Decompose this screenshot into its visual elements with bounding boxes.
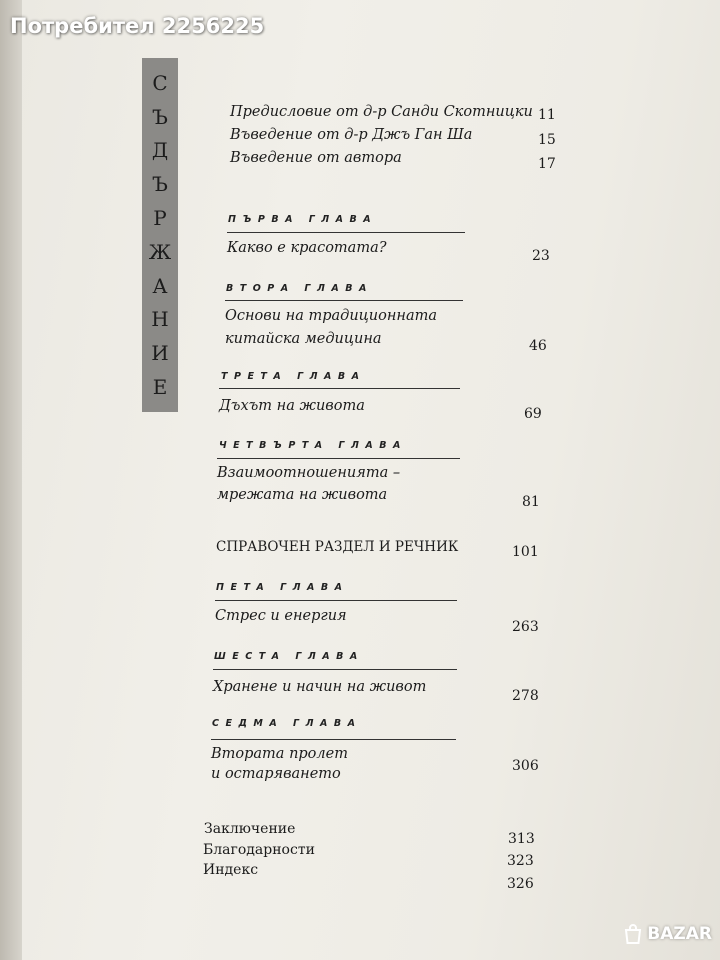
toc-page-number: 323 xyxy=(507,853,534,869)
chapter-rule xyxy=(213,669,457,670)
title-letter: Ж xyxy=(148,239,172,264)
toc-entry-index: Индекс xyxy=(203,862,259,878)
chapter-rule xyxy=(217,458,460,459)
toc-page-number: 306 xyxy=(512,758,539,774)
contents-vertical-title xyxy=(142,58,178,412)
toc-page-number: 101 xyxy=(512,544,539,560)
page-gutter-shadow xyxy=(0,0,22,960)
toc-entry-conclusion: Заключение xyxy=(204,821,296,837)
toc-page-number: 313 xyxy=(508,831,535,847)
chapter-title: Взаимоотношенията – xyxy=(217,465,401,481)
chapter-heading: ПЪРВА ГЛАВА xyxy=(228,214,378,225)
title-letter: И xyxy=(151,341,169,366)
toc-page-number: 23 xyxy=(532,248,550,264)
title-letter: Р xyxy=(153,206,167,231)
chapter-rule xyxy=(211,739,456,740)
toc-page-number: 15 xyxy=(538,132,556,148)
chapter-title: Основи на традиционната xyxy=(225,308,438,324)
title-letter: А xyxy=(152,273,168,298)
toc-page-number: 11 xyxy=(538,107,556,123)
chapter-heading: ВТОРА ГЛАВА xyxy=(226,283,373,294)
toc-page-number: 17 xyxy=(538,156,556,172)
chapter-title: Хранене и начин на живот xyxy=(213,679,427,695)
chapter-heading: ЧЕТВЪРТА ГЛАВА xyxy=(219,440,407,451)
chapter-title: Дъхът на живота xyxy=(219,398,365,414)
toc-page-number: 326 xyxy=(507,876,534,892)
title-letter: Н xyxy=(151,307,169,332)
chapter-rule xyxy=(227,232,465,233)
toc-entry-intro-author: Въведение от автора xyxy=(230,150,402,166)
chapter-title: Какво е красотата? xyxy=(227,240,387,256)
title-letter: С xyxy=(152,70,168,95)
title-letter: Е xyxy=(152,375,168,400)
chapter-heading: СЕДМА ГЛАВА xyxy=(212,718,362,729)
toc-page-number: 81 xyxy=(522,494,540,510)
chapter-rule xyxy=(225,300,463,301)
seller-watermark: Потребител 2256225 xyxy=(10,14,265,38)
chapter-heading: ПЕТА ГЛАВА xyxy=(216,582,349,593)
chapter-title: китайска медицина xyxy=(225,331,382,347)
toc-page-number: 69 xyxy=(524,406,542,422)
title-letter: Д xyxy=(151,138,169,163)
chapter-title: Втората пролет xyxy=(211,746,348,762)
chapter-title: и остаряването xyxy=(211,766,341,782)
title-letter: Ъ xyxy=(152,104,168,129)
toc-entry-intro-guest: Въведение от д-р Джъ Ган Ша xyxy=(230,127,473,143)
chapter-title: Стрес и енергия xyxy=(215,608,347,624)
logo-text: BAZAR xyxy=(647,924,712,944)
toc-entry-preface: Предисловие от д-р Санди Скотницки xyxy=(230,104,533,120)
chapter-heading: ТРЕТА ГЛАВА xyxy=(221,371,366,382)
chapter-rule xyxy=(219,388,460,389)
bazar-bag-icon xyxy=(621,922,645,946)
toc-page-number: 263 xyxy=(512,619,539,635)
chapter-rule xyxy=(215,600,457,601)
chapter-heading: ШЕСТА ГЛАВА xyxy=(214,651,364,662)
toc-entry-acknowledgements: Благодарности xyxy=(203,842,315,858)
toc-page-number: 46 xyxy=(529,338,547,354)
chapter-title: мрежата на живота xyxy=(217,487,388,503)
title-letter: Ъ xyxy=(152,172,168,197)
toc-page-number: 278 xyxy=(512,688,539,704)
reference-section-title: СПРАВОЧЕН РАЗДЕЛ И РЕЧНИК xyxy=(216,539,459,555)
bazar-logo xyxy=(620,914,712,954)
